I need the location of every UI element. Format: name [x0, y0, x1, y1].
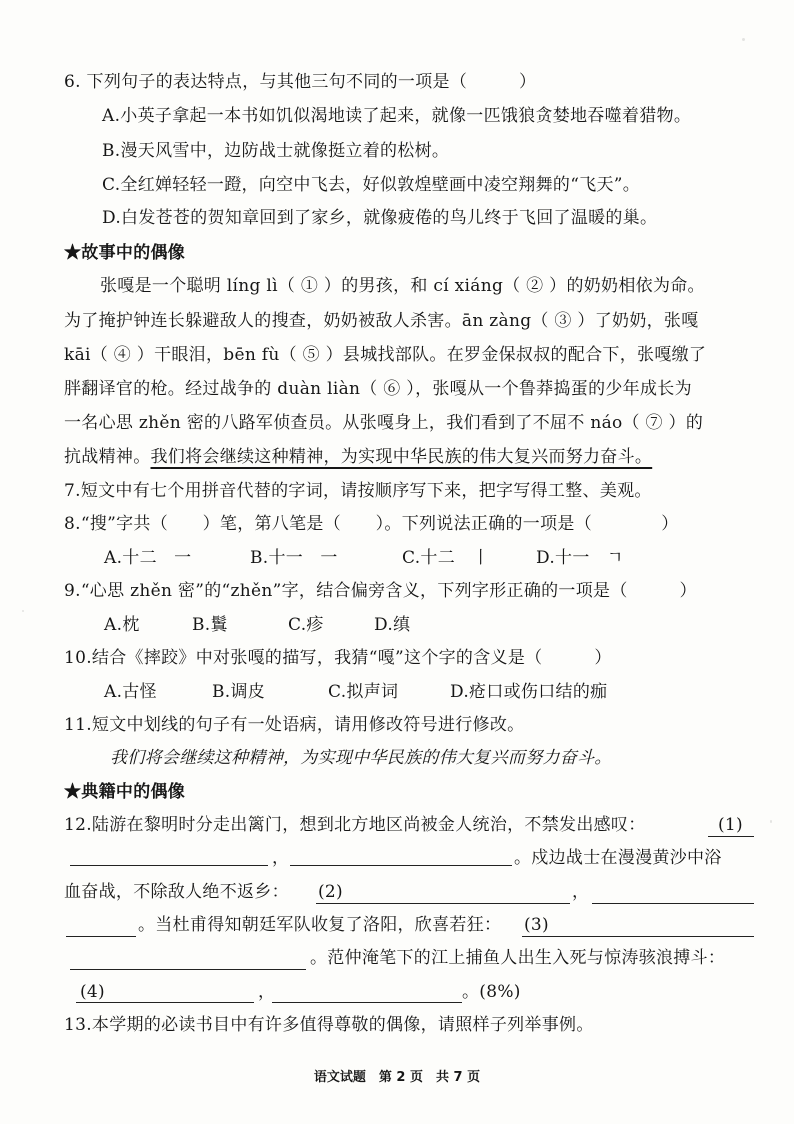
- q10-option-b: B.调皮: [212, 682, 266, 702]
- passage-line-4: 胖翻译官的枪。经过战争的 duàn liàn（ ⑥ ），张嘎从一个鲁莽捣蛋的少年成长为: [64, 379, 692, 399]
- q12-blank-4b[interactable]: [272, 1002, 462, 1003]
- q6-option-c: C.全红婵轻轻一蹬，向空中飞去，好似敦煌壁画中凌空翔舞的“飞天”。: [102, 175, 641, 195]
- q8-option-d: D.十一 ㄱ: [536, 548, 624, 568]
- q6-option-b: B.漫天风雪中，边防战士就像挺立着的松树。: [102, 141, 450, 161]
- q12-blank-label-2: (2): [318, 882, 343, 902]
- q10-option-c: C.拟声词: [328, 682, 399, 702]
- q12-blank-1b[interactable]: [290, 865, 512, 866]
- underlined-sentence: 我们将会继续这种精神，为实现中华民族的伟大复兴而努力奋斗。: [150, 447, 653, 467]
- q6-stem: 6. 下列句子的表达特点，与其他三句不同的一项是（ ）: [64, 72, 537, 92]
- passage-line-3: kāi（ ④ ）干眼泪，bēn fù（ ⑤ ）县城找部队。在罗金保叔叔的配合下，张嘎缴了: [64, 345, 707, 365]
- q12-blank-2a[interactable]: [316, 903, 570, 904]
- scan-speck: [742, 38, 745, 41]
- q8-stem: 8.“搜”字共（ ）笔，第八笔是（ ）。下列说法正确的一项是（ ）: [64, 514, 679, 534]
- q11-stem: 11.短文中划线的句子有一处语病，请用修改符号进行修改。: [64, 715, 525, 735]
- q12-comma-4: ，: [258, 982, 276, 1002]
- q9-option-b: B.鬒: [192, 615, 228, 635]
- q12-line-6-end: 。(8%): [462, 982, 521, 1002]
- q10-stem: 10.结合《摔跤》中对张嘎的描写，我猜“嘎”这个字的含义是（ ）: [64, 648, 612, 668]
- q12-line-1: 12.陆游在黎明时分走出篱门，想到北方地区尚被金人统治，不禁发出感叹：: [64, 815, 646, 835]
- passage-line-6: [64, 445, 652, 469]
- q8-option-b: B.十一 一: [250, 548, 338, 568]
- q12-blank-3a[interactable]: [522, 936, 754, 937]
- section-title-classic-idol: ★典籍中的偶像: [64, 782, 186, 802]
- q7-stem: 7.短文中有七个用拼音代替的字词，请按顺序写下来，把字写得工整、美观。: [64, 481, 652, 501]
- q12-line-5-text: 。范仲淹笔下的江上捕鱼人出生入死与惊涛骇浪搏斗：: [310, 948, 726, 968]
- q12-blank-2b[interactable]: [592, 903, 754, 904]
- q12-blank-2c[interactable]: [66, 936, 136, 937]
- q6-option-a: A.小英子拿起一本书如饥似渴地读了起来，就像一匹饿狼贪婪地吞噬着猎物。: [102, 106, 692, 126]
- page-footer: 语文试题 第 2 页 共 7 页: [313, 1070, 481, 1085]
- q12-blank-4a[interactable]: [76, 1002, 254, 1003]
- q12-blank-label-3: (3): [524, 915, 549, 935]
- q12-line-2-text: 。戍边战士在漫漫黄沙中浴: [514, 848, 722, 868]
- q12-blank-label-1: (1): [718, 815, 743, 835]
- passage-last-prefix: 抗战精神。: [64, 447, 151, 467]
- q12-comma-1: ，: [272, 848, 290, 868]
- section-title-story-idol: ★故事中的偶像: [64, 243, 186, 263]
- passage-line-1: 张嘎是一个聪明 líng lì（ ① ）的男孩，和 cí xiáng（ ② ）的奶奶相依为命。: [100, 276, 705, 296]
- q9-option-c: C.疹: [288, 615, 324, 635]
- q8-option-a: A.十二 一: [104, 548, 192, 568]
- q11-sentence: 我们将会继续这种精神，为实现中华民族的伟大复兴而努力奋斗。: [110, 748, 612, 768]
- q12-blank-3b[interactable]: [70, 969, 306, 970]
- q12-line-4-text: 。当杜甫得知朝廷军队收复了洛阳，欣喜若狂：: [138, 915, 502, 935]
- q12-blank-1-lead[interactable]: [708, 836, 754, 837]
- q10-option-a: A.古怪: [104, 682, 157, 702]
- q6-option-d: D.白发苍苍的贺知章回到了家乡，就像疲倦的鸟儿终于飞回了温暖的巢。: [102, 208, 658, 228]
- q13-stem: 13.本学期的必读书目中有许多值得尊敬的偶像，请照样子列举事例。: [64, 1015, 594, 1035]
- q9-option-d: D.缜: [374, 615, 411, 635]
- q12-blank-label-4: (4): [80, 982, 105, 1002]
- q12-blank-1a[interactable]: [70, 865, 268, 866]
- q12-line-3-text: 血奋战，不除敌人绝不返乡：: [64, 882, 289, 902]
- q12-comma-2: ，: [572, 882, 590, 902]
- passage-line-5: 一名心思 zhěn 密的八路军侦查员。从张嘎身上，我们看到了不屈不 náo（ ⑦ ）的: [64, 413, 704, 433]
- scan-speck: [22, 610, 24, 612]
- scan-speck: [770, 820, 772, 823]
- q9-option-a: A.枕: [104, 615, 140, 635]
- q8-option-c: C.十二 丨: [402, 548, 490, 568]
- q9-stem: 9.“心思 zhěn 密”的“zhěn”字，结合偏旁含义，下列字形正确的一项是（ ）: [64, 581, 697, 601]
- q10-option-d: D.疮口或伤口结的痂: [450, 682, 608, 702]
- passage-line-2: 为了掩护钟连长躲避敌人的搜查，奶奶被敌人杀害。ān zàng（ ③ ）了奶奶，张嘎: [64, 311, 699, 331]
